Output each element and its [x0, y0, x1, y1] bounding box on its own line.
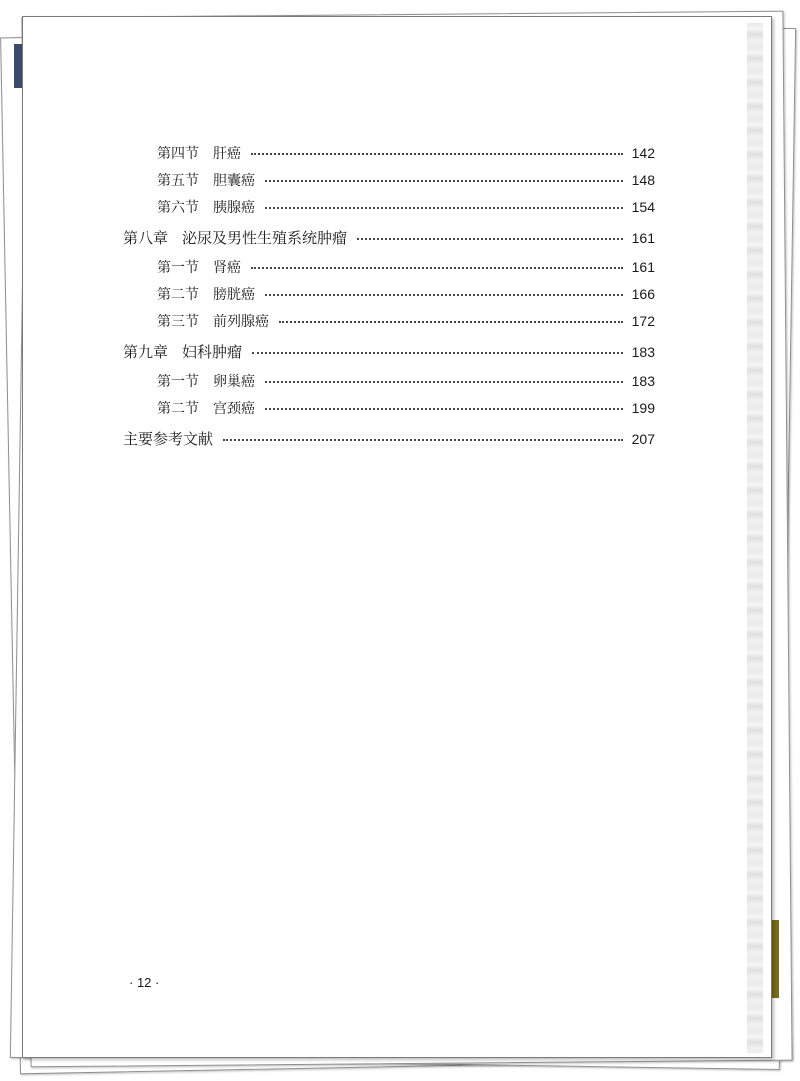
- dot-leader: [265, 207, 623, 209]
- toc-page: [22, 16, 772, 1058]
- page-edge-pattern: [747, 23, 763, 1053]
- dot-leader: [357, 238, 623, 240]
- toc-section-row[interactable]: [123, 166, 655, 193]
- toc-entry-title: 胰腺癌: [213, 199, 255, 216]
- toc-entry-label: [157, 197, 255, 217]
- toc-entry-number: 第一节: [157, 259, 199, 276]
- toc-entry-label: [157, 371, 255, 391]
- page-number-footer: · 12 ·: [129, 975, 160, 990]
- toc-entry-label: [157, 311, 269, 331]
- toc-page-number: 148: [631, 171, 655, 188]
- toc-page-number: 183: [631, 343, 655, 360]
- toc-entry-label: [157, 143, 241, 163]
- cover-spine-edge: [14, 44, 22, 88]
- toc-entry-title: 膀胱癌: [213, 286, 255, 303]
- dot-leader: [265, 180, 623, 182]
- toc-entry-title: 前列腺癌: [213, 313, 269, 330]
- toc-entry-title: 宫颈癌: [213, 400, 255, 417]
- toc-page-number: 183: [631, 372, 655, 389]
- dot-leader: [252, 352, 623, 354]
- toc-entry-number: 第二节: [157, 400, 199, 417]
- toc-page-number: 161: [631, 229, 655, 246]
- toc-section-row[interactable]: [123, 394, 655, 421]
- toc-entry-title: 胆囊癌: [213, 172, 255, 189]
- toc-entry-number: 第一节: [157, 373, 199, 390]
- toc-entry-number: 第二节: [157, 286, 199, 303]
- toc-section-row[interactable]: [123, 307, 655, 334]
- toc-entry-label: [157, 257, 241, 277]
- toc-entry-number: 第三节: [157, 313, 199, 330]
- dot-leader: [265, 294, 623, 296]
- dot-leader: [279, 321, 623, 323]
- toc-entry-number: 第六节: [157, 199, 199, 216]
- toc-entry-label: [123, 428, 213, 449]
- toc-entry-label: [157, 398, 255, 418]
- toc-entry-title: 妇科肿瘤: [182, 343, 243, 361]
- toc-section-row[interactable]: [123, 367, 655, 394]
- toc-page-number: 161: [631, 258, 655, 275]
- toc-chapter-row[interactable]: [123, 423, 655, 454]
- toc-section-row[interactable]: [123, 280, 655, 307]
- toc-entry-title: 肝癌: [213, 145, 241, 162]
- toc-entry-title: 卵巢癌: [213, 373, 255, 390]
- dot-leader: [251, 153, 623, 155]
- toc-page-number: 154: [631, 198, 655, 215]
- toc-page-number: 166: [631, 285, 655, 302]
- toc-entry-title: 主要参考文献: [123, 430, 214, 448]
- toc-section-row[interactable]: [123, 253, 655, 280]
- toc-section-row[interactable]: [123, 139, 655, 166]
- dot-leader: [265, 381, 623, 383]
- toc-entry-label: [123, 341, 242, 362]
- toc-entry-number: 第四节: [157, 145, 199, 162]
- toc-page-number: 172: [631, 312, 655, 329]
- dot-leader: [251, 267, 623, 269]
- toc-entry-title: 肾癌: [213, 259, 241, 276]
- toc-entry-label: [157, 284, 255, 304]
- dot-leader: [223, 439, 623, 441]
- toc-entry-title: 泌尿及男性生殖系统肿瘤: [182, 229, 348, 247]
- toc-chapter-row[interactable]: [123, 222, 655, 253]
- toc-entry-number: 第五节: [157, 172, 199, 189]
- dot-leader: [265, 408, 623, 410]
- toc-entry-label: [157, 170, 255, 190]
- toc-section-row[interactable]: [123, 193, 655, 220]
- toc-page-number: 199: [631, 399, 655, 416]
- table-of-contents: [123, 139, 655, 454]
- toc-page-number: 142: [631, 144, 655, 161]
- toc-entry-label: [123, 227, 347, 248]
- toc-chapter-row[interactable]: [123, 336, 655, 367]
- toc-entry-number: 第九章: [123, 343, 169, 361]
- toc-entry-number: 第八章: [123, 229, 169, 247]
- toc-page-number: 207: [631, 430, 655, 447]
